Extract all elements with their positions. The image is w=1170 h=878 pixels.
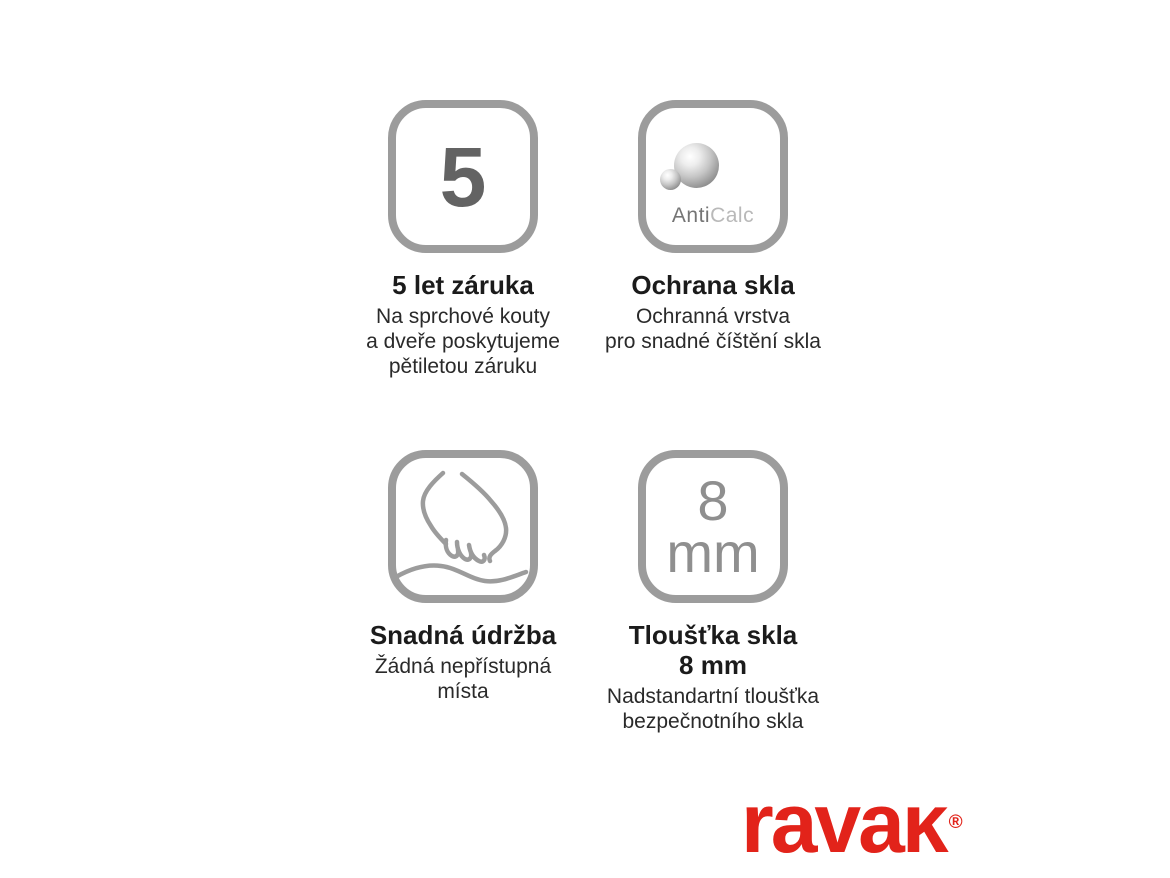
warranty-5-badge (388, 100, 538, 253)
anticalc-badge (638, 100, 788, 253)
anticalc-text-dark: Anti (671, 203, 711, 227)
easy-maintenance-badge (388, 450, 538, 603)
ravak-logo (741, 776, 963, 870)
feature-easy-maintenance-description (375, 654, 551, 704)
hand-icon (396, 458, 530, 595)
feature-glass-thickness-title (629, 620, 798, 680)
description-line: bezpečnotního skla (622, 710, 804, 733)
water-drop-bubble-icon (660, 169, 681, 190)
title-line: 8 mm (679, 650, 747, 680)
glass-thickness-8mm-badge (638, 450, 788, 603)
ravak-wordmark: ravaĸ (741, 776, 946, 870)
feature-easy-maintenance (338, 450, 588, 734)
warranty-number-text: 5 (439, 129, 487, 224)
feature-glass-protection (588, 100, 838, 450)
feature-glass-thickness (588, 450, 838, 734)
description-line: a dveře poskytujeme (366, 330, 560, 353)
feature-warranty (338, 100, 588, 450)
thickness-badge-unit: mm (666, 520, 760, 584)
feature-glass-protection-title: Ochrana skla (631, 270, 795, 300)
description-line: Ochranná vrstva (635, 305, 791, 328)
feature-glass-thickness-description (607, 684, 819, 734)
feature-easy-maintenance-title: Snadná údržba (369, 620, 557, 650)
registered-trademark-icon: ® (948, 812, 963, 833)
title-line: Tloušťka skla (628, 620, 798, 650)
description-line: pětiletou záruku (388, 355, 538, 378)
anticalc-wordmark (646, 204, 780, 227)
description-line: Nadstandartní tloušťka (606, 685, 820, 708)
thickness-badge-number: 8 (697, 468, 729, 532)
description-line: Na sprchové kouty (376, 305, 550, 328)
description-line: místa (437, 680, 489, 703)
feature-warranty-title: 5 let záruka (392, 270, 534, 300)
feature-warranty-description (366, 304, 560, 379)
description-line: pro snadné číštění skla (605, 330, 821, 353)
anticalc-text-light: Calc (710, 203, 755, 227)
thickness-badge-text (666, 468, 760, 584)
feature-glass-protection-description (605, 304, 821, 354)
description-line: Žádná nepřístupná (374, 655, 552, 678)
features-grid (338, 100, 838, 734)
